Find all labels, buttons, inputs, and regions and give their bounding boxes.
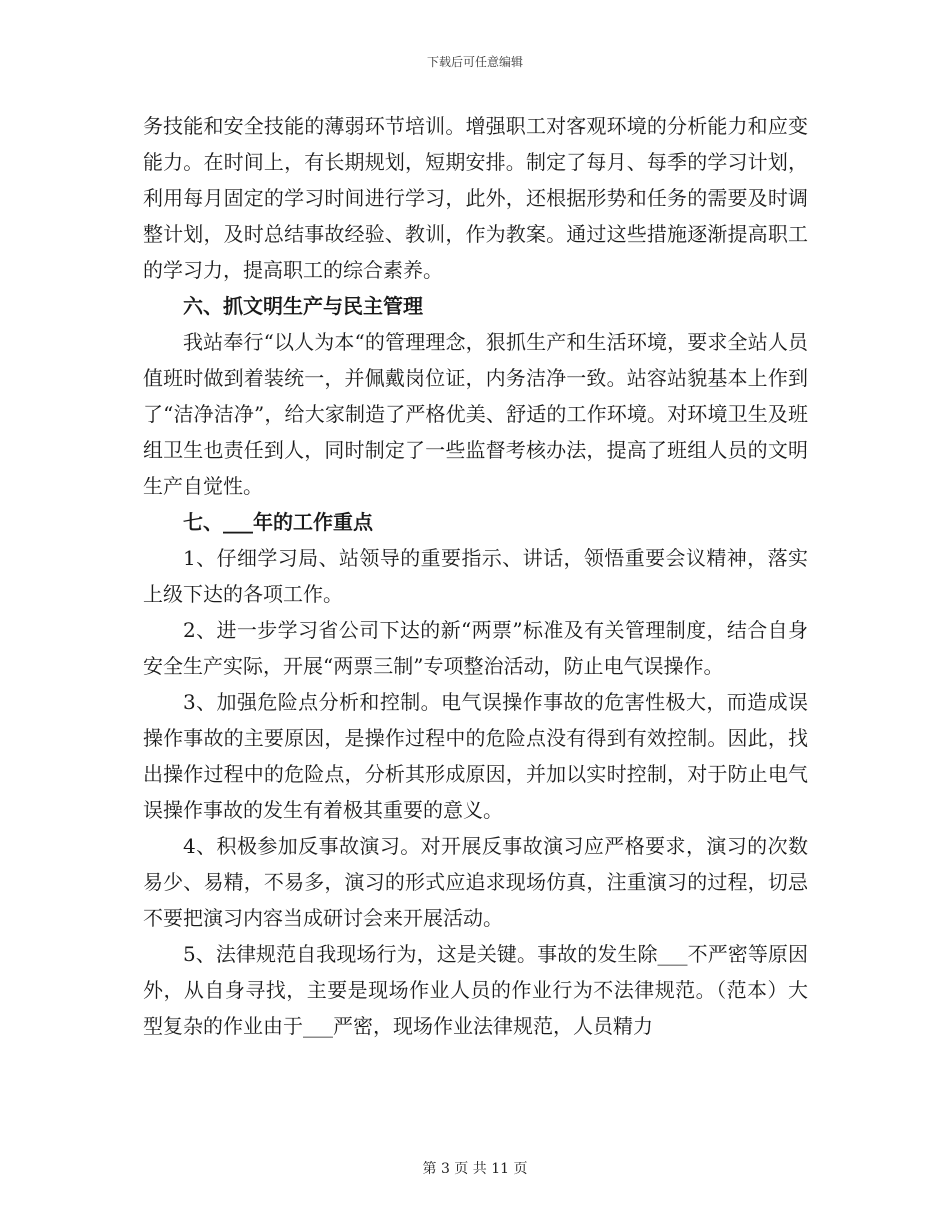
list-item-1: 1、仔细学习局、站领导的重要指示、讲话，领悟重要会议精神，落实上级下达的各项工作。 [143,546,808,606]
list-item-3: 3、加强危险点分析和控制。电气误操作事故的危害性极大，而造成误操作事故的主要原因，是操作过程中的危险点没有得到有效控制。因此，找出操作过程中的危险点，分析其形成原因，并加以实时控制，对于防止电气误操作事故的发生有着极其重要的意义。 [143,690,808,822]
paragraph-civilized-production: 我站奉行“以人为本“的管理理念，狠抓生产和生活环境，要求全站人员值班时做到着装统一，并佩戴岗位证，内务洁净一致。站容站貌基本上作到了“洁净洁净”，给大家制造了严格优美、舒适的工作环境。对环境卫生及班组卫生也责任到人，同时制定了一些监督考核办法，提高了班组人员的文明生产自觉性。 [143,330,808,498]
section-heading-6: 六、抓文明生产与民主管理 [183,294,423,318]
list-item-5: 5、法律规范自我现场行为，这是关键。事故的发生除___不严密等原因外，从自身寻找，主要是现场作业人员的作业行为不法律规范。（范本）大型复杂的作业由于___严密，现场作业法律规范，人员精力 [143,942,808,1038]
page-header: 下载后可任意编辑 [426,55,523,69]
section-heading-7: 七、___年的工作重点 [183,510,373,534]
page-number: 第 3 页 共 11 页 [422,1161,528,1177]
paragraph-training: 务技能和安全技能的薄弱环节培训。增强职工对客观环境的分析能力和应变能力。在时间上，有长期规划，短期安排。制定了每月、每季的学习计划，利用每月固定的学习时间进行学习，此外，还根据形势和任务的需要及时调整计划，及时总结事故经验、教训，作为教案。通过这些措施逐渐提高职工的学习力，提高职工的综合素养。 [143,114,808,282]
document-body [143,108,808,1044]
list-item-4: 4、积极参加反事故演习。对开展反事故演习应严格要求，演习的次数易少、易精，不易多，演习的形式应追求现场仿真，注重演习的过程，切忌不要把演习内容当成研讨会来开展活动。 [143,834,808,930]
list-item-2: 2、进一步学习省公司下达的新“两票”标准及有关管理制度，结合自身安全生产实际，开展“两票三制”专项整治活动，防止电气误操作。 [143,618,808,678]
